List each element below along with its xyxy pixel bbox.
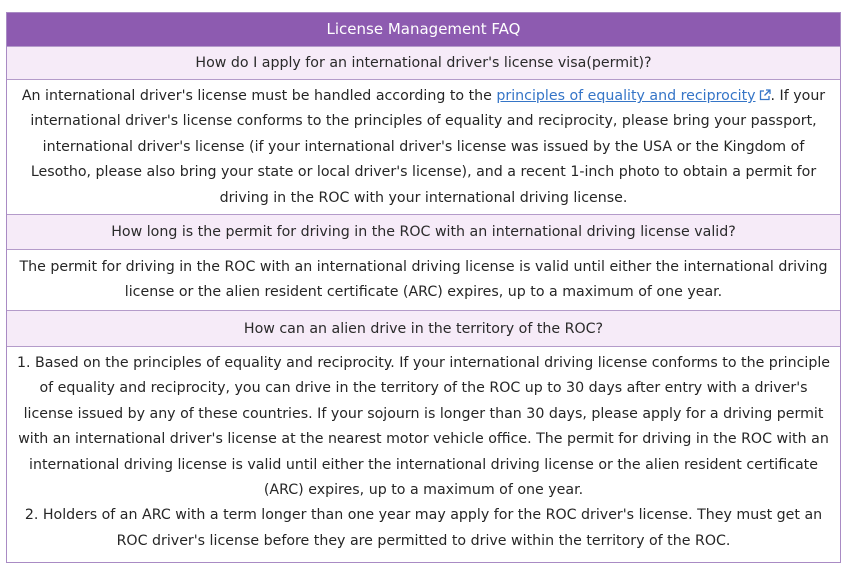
faq-question-row <box>7 215 840 250</box>
faq-answer-3 <box>7 347 840 562</box>
external-link-icon[interactable] <box>759 89 771 101</box>
equality-reciprocity-link-text[interactable]: principles of equality and reciprocity <box>496 88 756 104</box>
equality-reciprocity-link[interactable] <box>496 88 770 104</box>
faq-answer-row <box>7 80 840 215</box>
faq-question-row <box>7 311 840 347</box>
faq-question-2: How long is the permit for driving in the ROC with an international driving license valid? <box>7 215 840 250</box>
faq-answer-row <box>7 250 840 311</box>
faq-answer-2: The permit for driving in the ROC with an international driving license is valid until either the international driving license or the alien resident certificate (ARC) expires, up to a maximum of one year. <box>19 259 828 301</box>
faq-question-3: How can an alien drive in the territory of the ROC? <box>7 311 840 347</box>
faq-table <box>7 13 840 562</box>
faq-question-row <box>7 47 840 80</box>
faq-title: License Management FAQ <box>7 13 840 47</box>
faq-question-1: How do I apply for an international driver's license visa(permit)? <box>7 47 840 80</box>
faq-answer-3-point-2: 2. Holders of an ARC with a term longer than one year may apply for the ROC driver's license. They must get an ROC driver's license before they are permitted to drive within the territory of the ROC. <box>24 507 823 549</box>
faq-panel <box>6 12 841 563</box>
faq-answer-1-part-2: . If your international driver's license conforms to the principles of equality and reciprocity, please bring your passport, international driver's license (if your international driver's license was issued by the USA or the Kingdom of Lesotho, please also bring your state or local driver's license), and a recent 1-inch photo to obtain a permit for driving in the ROC with your international driving license. <box>30 88 826 206</box>
faq-answer-3-point-1: 1. Based on the principles of equality and reciprocity. If your international driving license conforms to the principle of equality and reciprocity, you can drive in the territory of the ROC up to 30 days after entry with a driver's license issued by any of these countries. If your sojourn is longer than 30 days, please apply for a driving permit with an international driver's license at the nearest motor vehicle office. The permit for driving in the ROC with an international driving license is valid until either the international driving license or the alien resident certificate (ARC) expires, up to a maximum of one year. <box>17 355 830 499</box>
faq-answer-1-part-1: An international driver's license must be handled according to the <box>21 88 497 104</box>
faq-answer-1 <box>7 80 840 215</box>
faq-answer-row <box>7 347 840 562</box>
